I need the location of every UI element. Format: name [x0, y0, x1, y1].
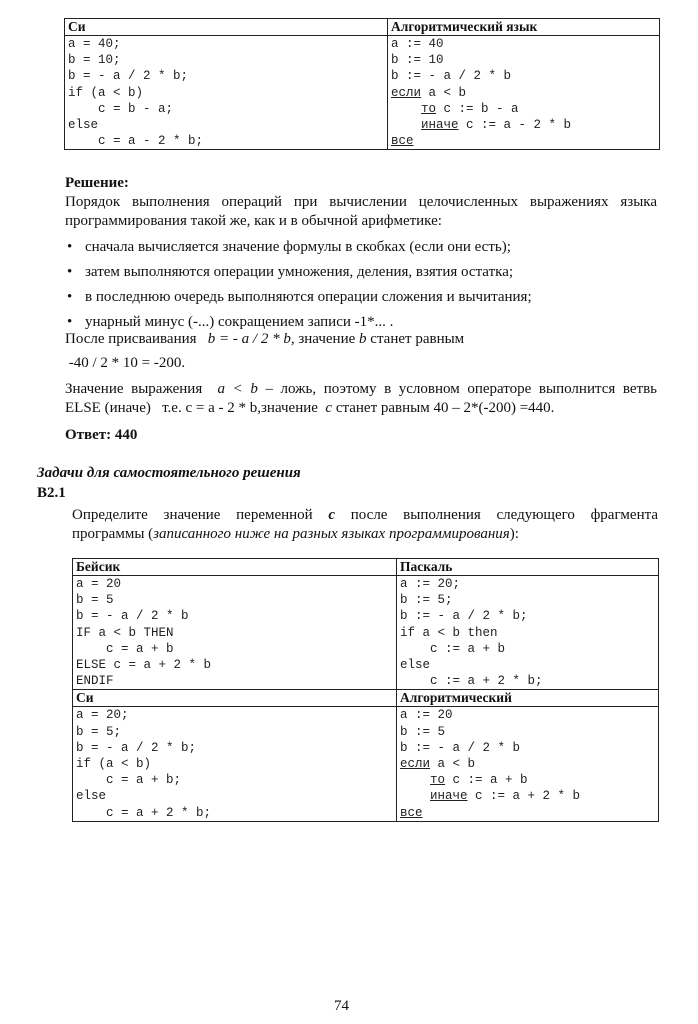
code-line: b = - a / 2 * b — [76, 609, 189, 624]
code-line: b := - a / 2 * b — [400, 740, 521, 755]
indent — [400, 789, 430, 803]
code-line — [391, 117, 659, 133]
keyword-end: все — [400, 805, 423, 820]
c-code — [76, 707, 396, 820]
code-line: a := 20 — [400, 708, 453, 723]
algo-header: Алгоритмический — [397, 690, 659, 707]
code-line: IF a < b THEN — [76, 625, 174, 640]
basic-code — [76, 576, 396, 689]
code-line — [391, 133, 659, 149]
task-prompt-line1 — [72, 506, 658, 525]
keyword-if: если — [391, 85, 422, 100]
solution-title — [65, 174, 129, 193]
solution-title-text: Решение: — [65, 175, 129, 191]
variable: c — [328, 507, 336, 523]
text: – ложь, поэтому в условном операторе выполнится ветвь — [257, 381, 658, 397]
task-code-table — [72, 558, 659, 822]
pascal-header: Паскаль — [397, 559, 659, 576]
code-line: c = a + b — [76, 641, 174, 656]
code-line: a := 20; — [400, 577, 461, 591]
solution-intro-line2: программирования такой же, как и в обычной арифметике: — [65, 213, 442, 229]
code-line: b := 10 — [391, 53, 444, 68]
text: после выполнения следующего фрагмента — [335, 507, 658, 523]
section-title-text: Задачи для самостоятельного решения — [37, 465, 301, 481]
keyword-if: если — [400, 757, 431, 772]
code-line: b := - a / 2 * b; — [400, 609, 528, 624]
rule-item: • затем выполняются операции умножения, деления, взятия остатка; — [65, 263, 665, 282]
basic-header: Бейсик — [73, 559, 397, 576]
keyword-end: все — [391, 134, 414, 149]
text: ): — [509, 526, 519, 542]
example-code-table — [64, 18, 660, 150]
code-line: b = 10; — [68, 53, 121, 68]
variable: c — [325, 400, 333, 416]
code-line: c := a + 2 * b; — [400, 674, 543, 689]
code-line: a = 20; — [76, 708, 129, 723]
code-text: c := b - a — [436, 101, 519, 116]
keyword-then: то — [421, 101, 437, 116]
code-line: b = - a / 2 * b; — [68, 69, 189, 84]
code-line: c := a + b — [400, 641, 506, 656]
code-text: c := a + b — [445, 773, 528, 788]
code-line: if (a < b) — [68, 85, 144, 100]
section-title — [37, 464, 301, 483]
rule-item: • унарный минус (-...) сокращением записи -1*... . — [65, 313, 665, 332]
calc-line: -40 / 2 * 10 = -200. — [65, 355, 186, 371]
code-line: if (a < b) — [76, 757, 152, 772]
expression: b = - a / 2 * b — [207, 331, 291, 347]
code-text: a < b — [421, 85, 467, 100]
rule-item: • сначала вычисляется значение формулы в скобках (если они есть); — [65, 238, 665, 257]
basic-code-cell — [73, 576, 397, 690]
text: станет равным — [366, 331, 465, 347]
code-line: a = 40; — [68, 37, 121, 51]
text: , значение — [290, 331, 360, 347]
answer — [65, 426, 137, 445]
code-line: b = - a / 2 * b; — [76, 740, 197, 755]
code-line: c = a + 2 * b; — [76, 805, 212, 820]
code-line: b := 5 — [400, 724, 446, 739]
text: ELSE (иначе) т.е. c = a - 2 * b,значение — [65, 400, 326, 416]
expression: a < b — [217, 381, 258, 397]
code-line: if a < b then — [400, 625, 498, 640]
code-line: b := 5; — [400, 593, 453, 608]
code-line: c = a + b; — [76, 773, 182, 788]
code-line: b = 5 — [76, 593, 114, 608]
code-line — [400, 805, 658, 821]
variable: b — [359, 331, 367, 347]
code-text: a < b — [430, 757, 476, 772]
code-line: else — [68, 118, 99, 133]
text: станет равным 40 – 2*(-200) =440. — [332, 400, 555, 416]
code-text: c := a - 2 * b — [458, 118, 572, 133]
c-header: Си — [73, 690, 397, 707]
algo-code-cell — [397, 707, 659, 821]
code-line: else — [76, 789, 107, 804]
indent — [391, 102, 421, 116]
after-assign-line — [65, 330, 464, 349]
c-code-cell — [73, 707, 397, 821]
code-text: c := a + 2 * b — [467, 789, 581, 804]
algo-code-cell — [388, 36, 660, 150]
c-code — [68, 36, 387, 149]
code-line: b := - a / 2 * b — [391, 69, 512, 84]
answer-text: Ответ: 440 — [65, 427, 138, 443]
c-code-cell — [65, 36, 388, 150]
italic-text: записанного ниже на разных языках программирования — [153, 526, 510, 542]
task-prompt-line2 — [72, 525, 519, 544]
algo-header: Алгоритмический язык — [388, 19, 660, 36]
keyword-else: иначе — [430, 789, 468, 804]
code-line: else — [400, 658, 431, 673]
else-line — [65, 399, 554, 418]
code-line — [400, 788, 658, 804]
code-line: ENDIF — [76, 674, 114, 689]
indent — [400, 773, 430, 787]
code-line — [400, 756, 658, 772]
task-id-text: B2.1 — [37, 485, 66, 501]
code-line: c = b - a; — [68, 101, 174, 116]
text: После присваивания — [65, 331, 208, 347]
code-line — [400, 772, 658, 788]
pascal-code — [400, 576, 658, 689]
page-number: 74 — [334, 998, 349, 1014]
text: Значение выражения — [65, 381, 218, 397]
solution-intro-line1: Порядок выполнения операций при вычислении целочисленных выражениях языка — [65, 194, 657, 210]
code-line — [391, 101, 659, 117]
task-id — [37, 484, 66, 503]
algo-code — [400, 707, 658, 820]
algo-code — [391, 36, 659, 149]
c-header: Си — [65, 19, 388, 36]
code-line: a = 20 — [76, 577, 122, 591]
rules-list — [65, 238, 665, 338]
indent — [391, 118, 421, 132]
code-line: c = a - 2 * b; — [68, 134, 204, 149]
text: программы ( — [72, 526, 154, 542]
code-line: a := 40 — [391, 37, 444, 51]
condition-line — [65, 380, 657, 399]
pascal-code-cell — [397, 576, 659, 690]
rule-item: • в последнюю очередь выполняются операции сложения и вычитания; — [65, 288, 665, 307]
code-line — [391, 85, 659, 101]
code-line: ELSE c = a + 2 * b — [76, 658, 212, 673]
keyword-else: иначе — [421, 118, 459, 133]
text: Определите значение переменной — [72, 507, 329, 523]
keyword-then: то — [430, 773, 446, 788]
code-line: b = 5; — [76, 724, 122, 739]
